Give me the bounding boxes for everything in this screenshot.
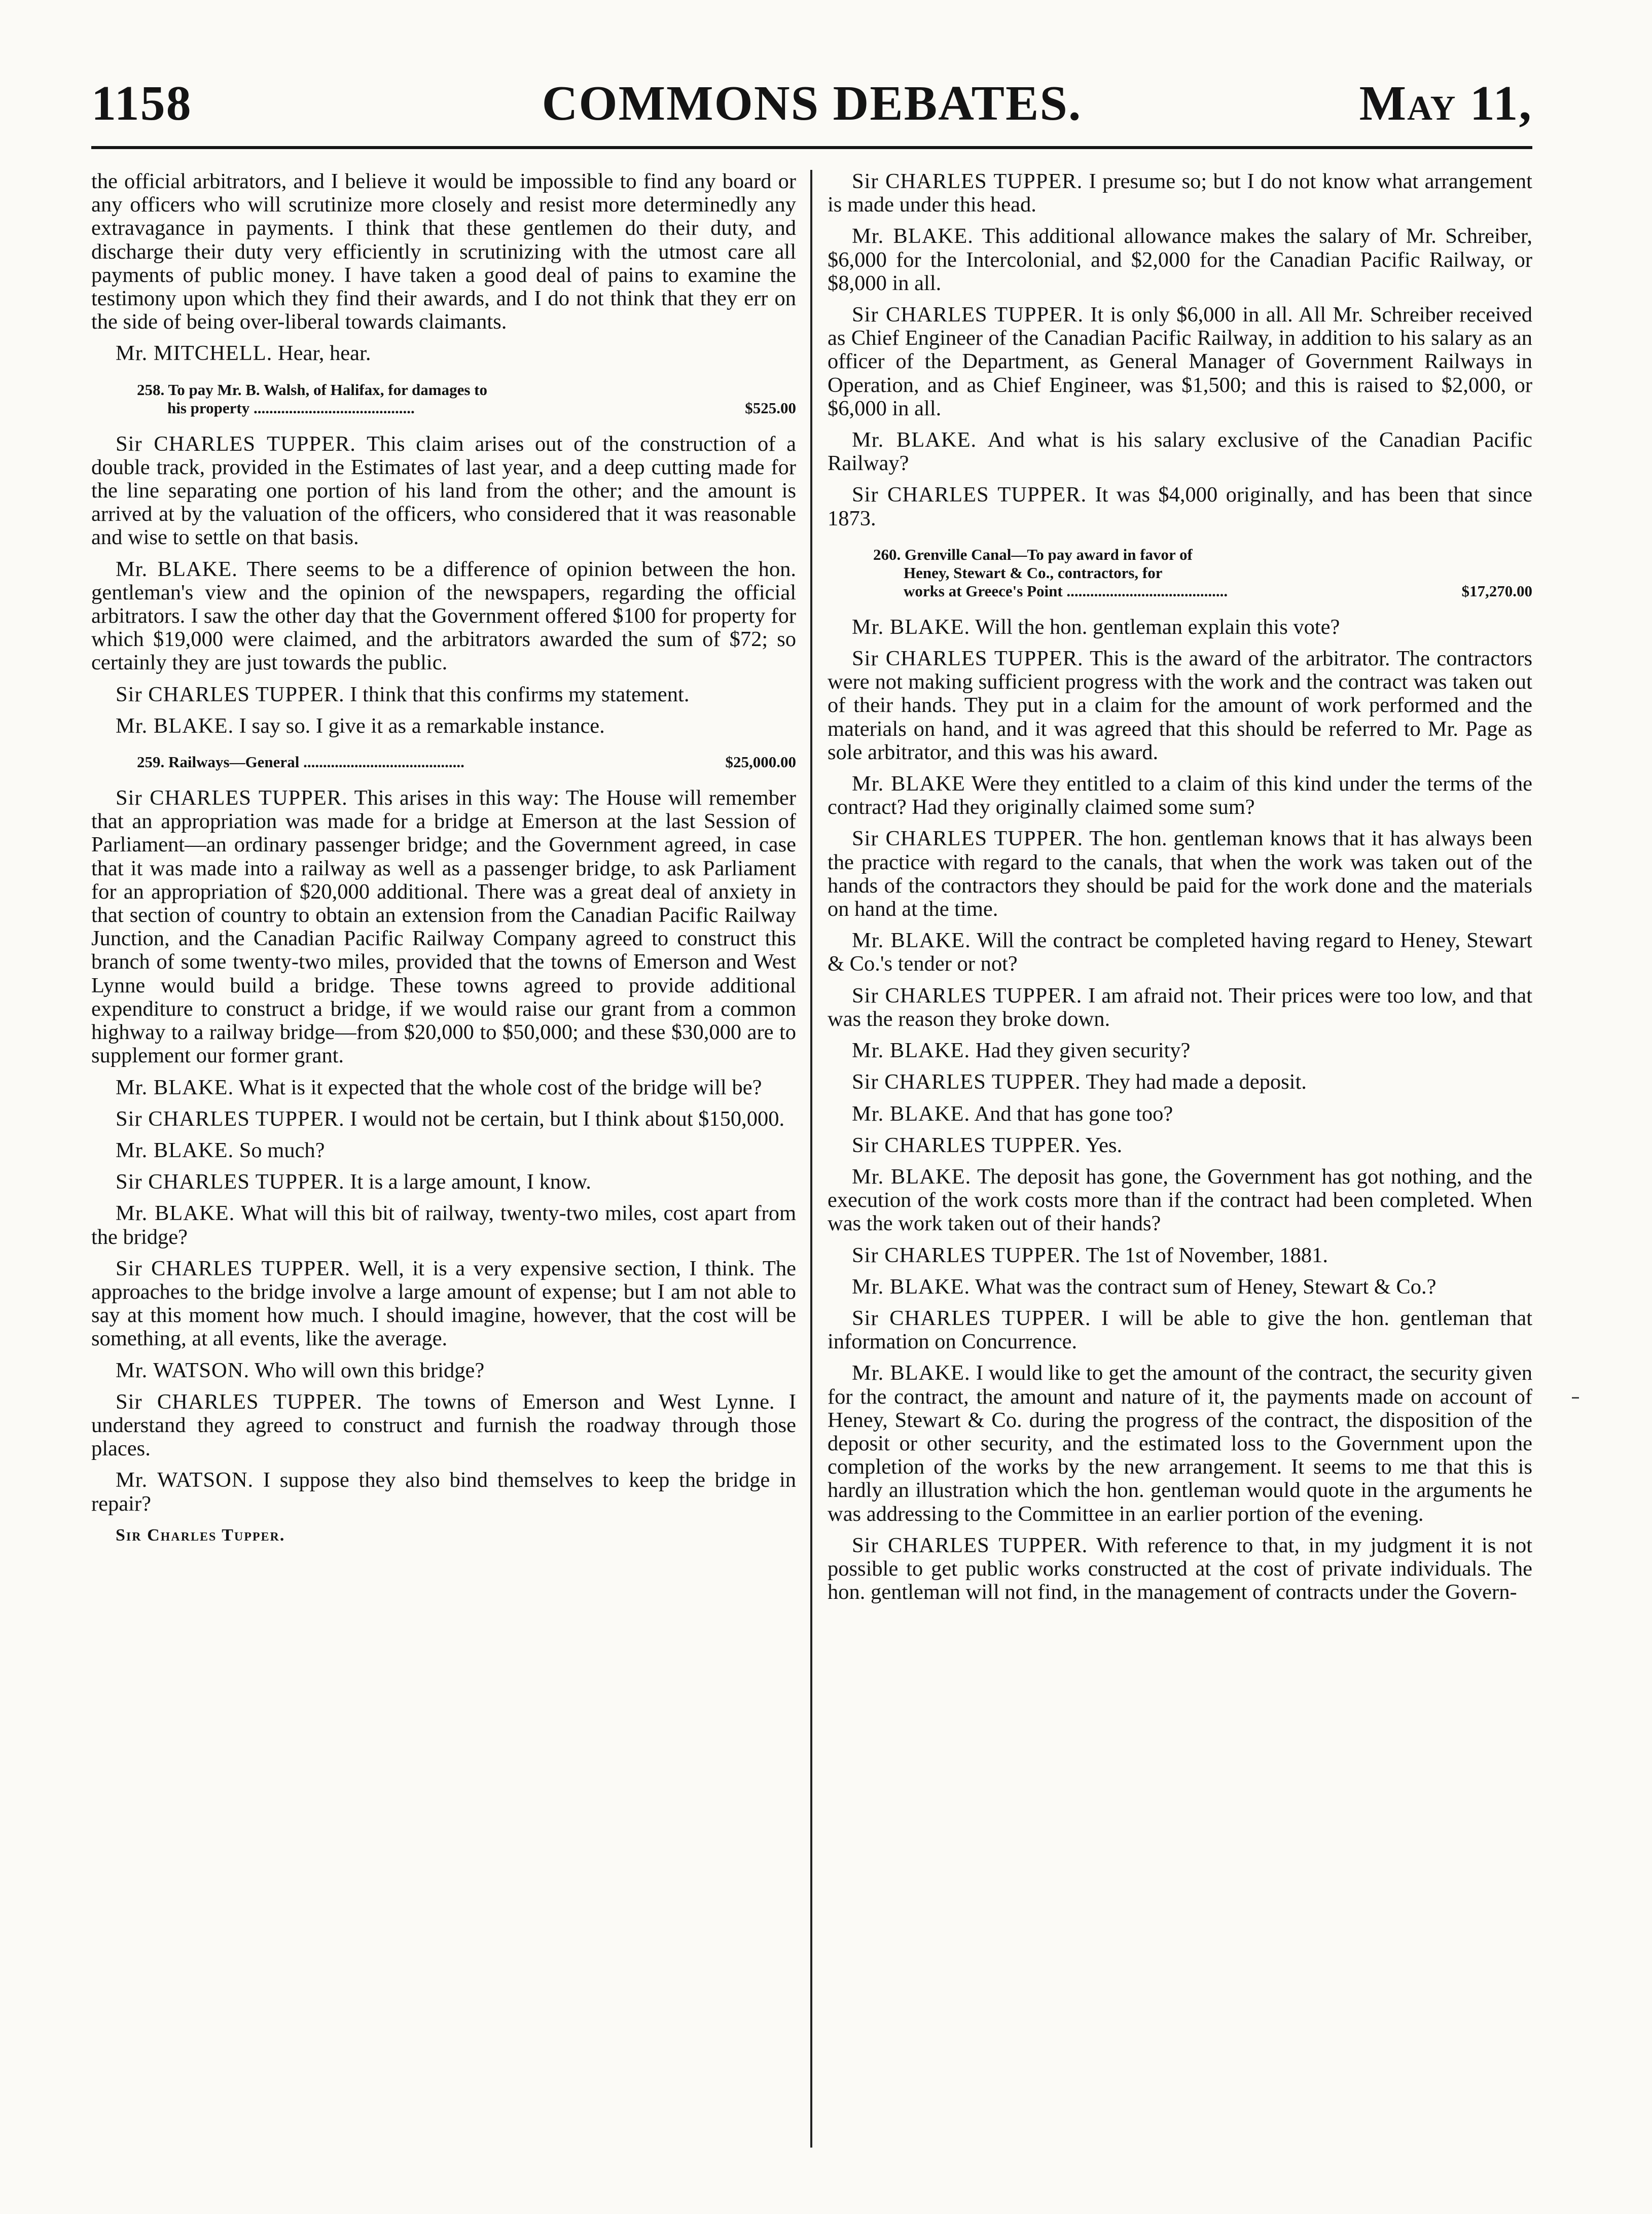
- vote-number: 258.: [137, 380, 165, 399]
- speech-paragraph: [828, 1307, 1532, 1353]
- speaker-name: Mr. BLAKE.: [852, 615, 971, 639]
- speaker-name: Sir CHARLES TUPPER.: [116, 1256, 351, 1280]
- left-column: [91, 170, 796, 1547]
- speech-paragraph: [91, 1170, 796, 1194]
- publication-title: COMMONS DEBATES.: [542, 76, 1082, 131]
- vote-amount: $525.00: [745, 399, 796, 417]
- speaker-name: Sir CHARLES TUPPER.: [852, 1070, 1081, 1094]
- speech-paragraph: [828, 1134, 1532, 1157]
- speaker-name: Sir CHARLES TUPPER.: [852, 483, 1087, 507]
- speech-paragraph: [828, 1244, 1532, 1267]
- speaker-name: Mr. BLAKE.: [116, 1075, 234, 1099]
- speaker-name: Sir CHARLES TUPPER.: [852, 303, 1084, 327]
- speaker-name: Sir CHARLES TUPPER.: [852, 1306, 1091, 1330]
- speech-paragraph: [828, 225, 1532, 295]
- speaker-name: Mr. BLAKE.: [852, 1164, 972, 1189]
- right-column: [828, 170, 1532, 1612]
- speech-text: And that has gone too?: [974, 1101, 1173, 1126]
- speech-text: The 1st of November, 1881.: [1086, 1243, 1328, 1267]
- speech-paragraph: [828, 1039, 1532, 1062]
- speech-text: It is a large amount, I know.: [350, 1170, 591, 1194]
- speech-text: They had made a deposit.: [1086, 1070, 1307, 1094]
- speech-paragraph: [91, 1139, 796, 1162]
- speaker-name: Mr. BLAKE.: [116, 713, 234, 738]
- speech-paragraph: [91, 170, 796, 334]
- speech-text: The towns of Emerson and West Lynne. I understand they agreed to construct and furnish the roadway through those places.: [91, 1389, 796, 1461]
- speaker-name: Mr. BLAKE.: [116, 557, 238, 581]
- header-rule: [91, 146, 1532, 149]
- speech-paragraph: [828, 303, 1532, 420]
- speech-paragraph: [91, 1202, 796, 1248]
- speaker-name: Mr. BLAKE.: [852, 1361, 971, 1385]
- speech-text: There seems to be a difference of opinion between the hon. gentleman's view and the opinion of the newspapers, regarding the official arbitrators. I saw the other day that the Government offered $100 for property for which $19,000 were claimed, and the arbitrators awarded the sum of $72; so certainly they are just towards the public.: [91, 557, 796, 675]
- speech-text: Well, it is a very expensive section, I think. The approaches to the bridge involve a large amount of expense; but I am not able to say at this moment how much. I should imagine, however, that the cost will be something, at all events, like the average.: [91, 1256, 797, 1351]
- speaker-name: Sir CHARLES TUPPER.: [852, 1133, 1081, 1157]
- vote-description-line: Heney, Stewart & Co., contractors, for: [904, 563, 1163, 582]
- speech-text: I presume so; but I do not know what arrangement is made under this head.: [828, 169, 1532, 217]
- page-number: 1158: [91, 76, 192, 131]
- speaker-name: Sir CHARLES TUPPER.: [116, 432, 356, 456]
- vote-description-line: To pay Mr. B. Walsh, of Halifax, for damages to: [168, 380, 487, 399]
- speaker-name: Mr. BLAKE.: [852, 428, 977, 452]
- speech-paragraph: [828, 428, 1532, 475]
- column-divider: [810, 170, 812, 2148]
- speech-text: Had they given security?: [975, 1039, 1191, 1063]
- speech-text: Were they entitled to a claim of this kind under the terms of the contract? Had they originally claimed some sum?: [828, 772, 1533, 819]
- vote-amount: $17,270.00: [1461, 582, 1532, 600]
- speech-text: Who will own this bridge?: [254, 1358, 485, 1382]
- speech-text: This arises in this way: The House will remember that an appropriation was made for a bridge at Emerson at the last Session of Parliament—an ordinary passenger bridge; and the Government agreed, in case that it was made into a railway as well as a passenger bridge, to ask Parliament for an appropriation of $20,000 additional. There was a great deal of anxiety in that section of country to obtain an extension from the Canadian Pacific Railway Junction, and the Canadian Pacific Railway Company agreed to construct this branch of some twenty-two miles, provided that the towns of Emerson and West Lynne would build a bridge. These towns agreed to provide additional expenditure to construct a bridge, if we would raise our grant from a common highway to a railway bridge—from $20,000 to $50,000; and these $30,000 are to supplement our former grant.: [91, 786, 796, 1068]
- vote-description-line: his property: [167, 399, 250, 417]
- speech-text: I say so. I give it as a remarkable instance.: [239, 713, 605, 738]
- margin-mark: [1572, 1397, 1579, 1399]
- vote-description-line: Grenville Canal—To pay award in favor of: [905, 545, 1193, 563]
- speaker-name: Mr. BLAKE.: [852, 929, 971, 953]
- speech-paragraph: [828, 647, 1532, 764]
- speaker-name: Sir CHARLES TUPPER.: [116, 1170, 345, 1194]
- speaker-name: Mr. BLAKE.: [116, 1201, 235, 1226]
- speech-paragraph: [828, 827, 1532, 921]
- speech-text: Will the hon. gentleman explain this vote?: [975, 615, 1340, 639]
- speech-paragraph: [828, 929, 1532, 976]
- vote-number: 260.: [873, 545, 901, 563]
- speech-text: I think that this confirms my statement.: [350, 682, 690, 706]
- speech-paragraph: [91, 433, 796, 550]
- page-date: May 11,: [1359, 76, 1532, 131]
- speech-text: Yes.: [1085, 1133, 1123, 1157]
- speech-text: the official arbitrators, and I believe it would be impossible to find any board or any officers who will scrutinize more closely and resist more determinedly any extravagance in payments. I think that these gentlemen do their duty, and discharge their duty very efficiently in scrutinizing with the utmost care all payments of public money. I have taken a good deal of pains to examine the testimony upon which they find their awards, and I do not think that they err on the side of being over-liberal towards claimants.: [91, 169, 796, 334]
- speaker-name: Mr. BLAKE: [852, 772, 965, 796]
- speaker-name: Sir CHARLES TUPPER.: [116, 786, 348, 810]
- speech-paragraph: [91, 787, 796, 1067]
- vote-amount: $25,000.00: [725, 753, 796, 771]
- speech-text: So much?: [239, 1138, 325, 1162]
- speaker-name: Sir CHARLES TUPPER.: [852, 1243, 1081, 1267]
- speech-text: This claim arises out of the construction of a double track, provided in the Estimates of last year, and a deep cutting made for the line separating one portion of his land from the other; and the amount is arrived at by the valuation of the officers, who considered that it was reasonable and wise to settle on that basis.: [91, 432, 797, 550]
- speaker-name: Sir CHARLES TUPPER.: [852, 1533, 1088, 1557]
- speech-paragraph: [828, 616, 1532, 639]
- speaker-name: Sir CHARLES TUPPER.: [116, 1106, 345, 1131]
- speech-text: The deposit has gone, the Government has got nothing, and the execution of the work costs more than if the contract had been completed. When was the work taken out of their hands?: [828, 1164, 1532, 1236]
- speaker-name: Mr. BLAKE.: [852, 1039, 971, 1063]
- speech-text: This additional allowance makes the salary of Mr. Schreiber, $6,000 for the Intercolonial, and $2,000 for the Canadian Pacific Railway, or $8,000 in all.: [828, 224, 1532, 295]
- speech-paragraph: [828, 1534, 1532, 1604]
- supply-vote-item: 258. To pay Mr. B. Walsh, of Halifax, for damages to his property ......................................... $525.00: [137, 380, 796, 417]
- speech-paragraph: [828, 170, 1532, 217]
- supply-vote-item: 259. Railways—General ......................................... $25,000.00: [137, 753, 796, 771]
- speech-paragraph: [828, 483, 1532, 530]
- page-header: [91, 71, 1532, 147]
- speech-paragraph: [91, 1257, 796, 1351]
- speaker-name: Sir CHARLES TUPPER.: [852, 983, 1083, 1008]
- vote-description-line: works at Greece's Point: [904, 582, 1063, 600]
- speech-paragraph: [828, 1275, 1532, 1299]
- speech-text: I would not be certain, but I think about $150,000.: [350, 1106, 785, 1131]
- speech-text: I am afraid not. Their prices were too low, and that was the reason they broke down.: [828, 983, 1533, 1031]
- speech-text: What was the contract sum of Heney, Stewart & Co.?: [975, 1274, 1436, 1299]
- speaker-name: Mr. WATSON.: [116, 1358, 250, 1382]
- speaker-name: Sir CHARLES TUPPER.: [852, 827, 1084, 851]
- speech-text: Hear, hear.: [277, 341, 371, 366]
- speaker-name: Mr. WATSON.: [116, 1468, 254, 1492]
- speech-text: What will this bit of railway, twenty-two miles, cost apart from the bridge?: [91, 1201, 797, 1249]
- speech-paragraph: [91, 1359, 796, 1382]
- speaker-name: Sir CHARLES TUPPER.: [852, 647, 1084, 671]
- speech-paragraph: [828, 1070, 1532, 1094]
- speaker-name: Mr. MITCHELL.: [116, 341, 273, 366]
- page: [91, 71, 1533, 1604]
- speaker-name: Mr. BLAKE.: [852, 224, 974, 248]
- speech-text: This is the award of the arbitrator. The contractors were not making sufficient progress with the work and the contract was taken out of their hands. They put in a claim for the amount of work performed and the materials on hand, and it was agreed that this should be referred to Mr. Page as sole arbitrator, and this was his award.: [828, 647, 1532, 764]
- speech-text: Will the contract be completed having regard to Heney, Stewart & Co.'s tender or not?: [828, 929, 1533, 976]
- speech-text: I would like to get the amount of the contract, the security given for the contract, the amount and nature of it, the payments made on account of Heney, Stewart & Co. during the progress of the contract, the disposition of the deposit or other security, and the estimated loss to the Government upon the completion of the works by the new arrangement. It seems to me that this is hardly an illustration which the hon. gentleman would quote in the arguments he was addressing to the Committee in an earlier portion of the evening.: [828, 1361, 1532, 1526]
- speech-paragraph: [91, 683, 796, 706]
- speaker-name: Mr. BLAKE.: [852, 1274, 971, 1299]
- speech-paragraph: [91, 1469, 796, 1515]
- speech-paragraph: [91, 1390, 796, 1461]
- speaker-name: Mr. BLAKE.: [852, 1101, 971, 1126]
- speech-text: I will be able to give the hon. gentleman that information on Concurrence.: [828, 1306, 1533, 1354]
- catchword-signature: Sir Charles Tupper.: [116, 1525, 285, 1545]
- speech-paragraph: [91, 558, 796, 675]
- speech-paragraph: [828, 772, 1532, 819]
- speech-paragraph: [91, 1108, 796, 1131]
- speech-text: I suppose they also bind themselves to keep the bridge in repair?: [91, 1468, 797, 1516]
- speech-paragraph: [828, 1165, 1532, 1236]
- speech-paragraph: [91, 1076, 796, 1099]
- speech-paragraph: [828, 1102, 1532, 1126]
- vote-number: 259.: [137, 753, 165, 771]
- speaker-name: Mr. BLAKE.: [116, 1138, 234, 1162]
- speaker-name: Sir CHARLES TUPPER.: [852, 169, 1083, 193]
- vote-description-line: Railways—General: [168, 753, 300, 771]
- speech-text: The hon. gentleman knows that it has always been the practice with regard to the canals, that when the work was taken out of the hands of the contractors they should be paid for the work done and the materials on hand at the time.: [828, 827, 1533, 921]
- supply-vote-item: 260. Grenville Canal—To pay award in favor of Heney, Stewart & Co., contractors, for works at Greece's Point ......................................... $17,270.00: [873, 545, 1532, 600]
- speech-text: It is only $6,000 in all. All Mr. Schreiber received as Chief Engineer of the Canadian Pacific Railway, in addition to his salary as an officer of the Department, as General Manager of Government Railways in Operation, and as Chief Engineer, was $1,500; and this is raised to $2,000, or $6,000 in all.: [828, 303, 1533, 420]
- speech-paragraph: [91, 342, 796, 365]
- speaker-name: Sir CHARLES TUPPER.: [116, 1389, 363, 1414]
- speech-text: And what is his salary exclusive of the Canadian Pacific Railway?: [828, 428, 1533, 476]
- speech-text: What is it expected that the whole cost of the bridge will be?: [238, 1075, 762, 1099]
- speech-text: With reference to that, in my judgment it is not possible to get public works constructed at the cost of private individuals. The hon. gentleman will not find, in the management of contracts under the Govern-: [828, 1533, 1533, 1604]
- speech-paragraph: [828, 1362, 1532, 1525]
- speech-text: It was $4,000 originally, and has been that since 1873.: [828, 483, 1533, 530]
- speaker-name: Sir CHARLES TUPPER.: [116, 682, 345, 706]
- speech-paragraph: [91, 715, 796, 738]
- speech-paragraph: [828, 984, 1532, 1031]
